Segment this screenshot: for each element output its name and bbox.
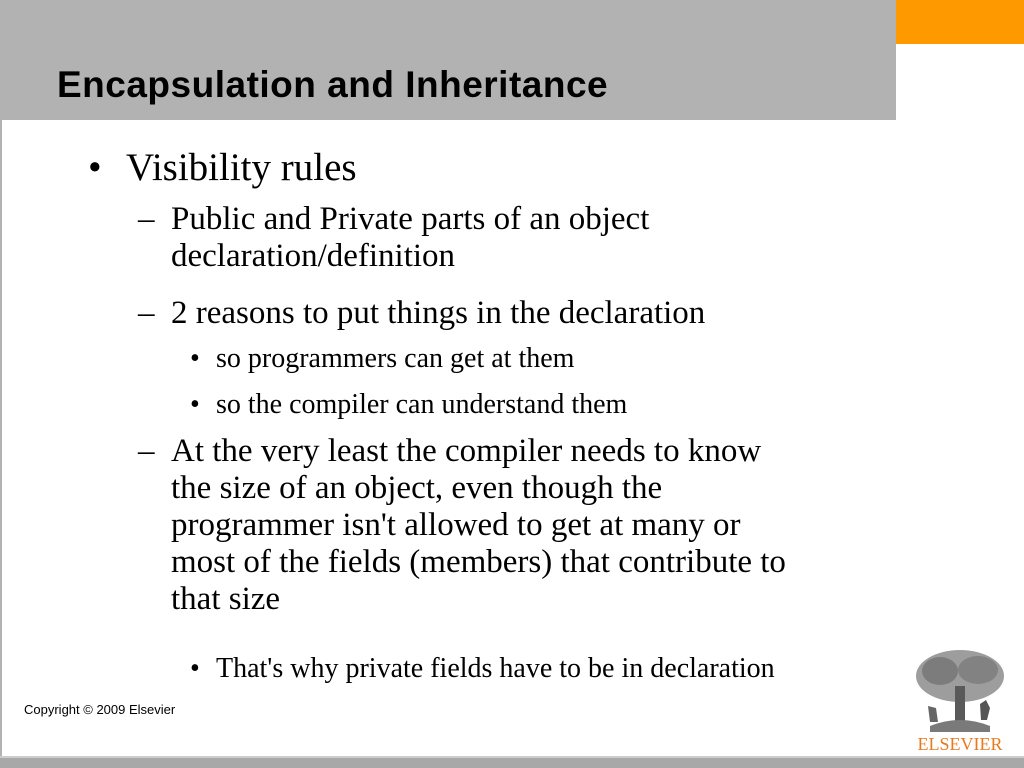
accent-block xyxy=(896,0,1024,44)
elsevier-logo xyxy=(910,646,1010,756)
subsubbullet-compiler xyxy=(190,389,627,420)
bullet-visibility-rules xyxy=(88,146,357,190)
dash-marker: – xyxy=(138,201,155,237)
elsevier-wordmark: ELSEVIER xyxy=(917,734,1003,754)
subsubbullet-text: That's why private fields have to be in declaration xyxy=(216,653,775,684)
subbullet-line: Public and Private parts of an object xyxy=(171,201,650,237)
dash-marker: – xyxy=(138,295,155,331)
subbullet-text: 2 reasons to put things in the declaration xyxy=(171,295,706,331)
subbullet-line: At the very least the compiler needs to know xyxy=(171,433,762,469)
subbullet-line: declaration/definition xyxy=(171,237,456,274)
bullet-text: Visibility rules xyxy=(126,146,357,189)
left-rule xyxy=(0,120,2,760)
bullet-marker: • xyxy=(190,343,200,374)
subsubbullet-private-fields xyxy=(190,653,775,684)
bottom-bar xyxy=(0,756,1024,768)
subbullet-line: most of the fields (members) that contribute to xyxy=(171,543,786,580)
accent-strip xyxy=(896,44,1024,120)
subbullet-line: that size xyxy=(171,580,281,617)
bullet-marker: • xyxy=(190,389,200,420)
subbullet-line: the size of an object, even though the xyxy=(171,469,663,506)
subsubbullet-text: so the compiler can understand them xyxy=(216,389,628,420)
slide-title: Encapsulation and Inheritance xyxy=(57,64,609,105)
subsubbullet-text: so programmers can get at them xyxy=(216,343,575,374)
bullet-marker: • xyxy=(190,653,200,684)
bullet-marker: • xyxy=(88,146,102,189)
subbullet-two-reasons xyxy=(138,295,705,332)
subsubbullet-programmers xyxy=(190,343,574,374)
copyright-text: Copyright © 2009 Elsevier xyxy=(24,702,176,717)
subbullet-line: programmer isn't allowed to get at many or xyxy=(171,506,741,543)
dash-marker: – xyxy=(138,433,155,469)
subbullet-public-private xyxy=(138,201,649,275)
subbullet-very-least xyxy=(138,433,786,618)
tree-icon xyxy=(910,646,1010,734)
